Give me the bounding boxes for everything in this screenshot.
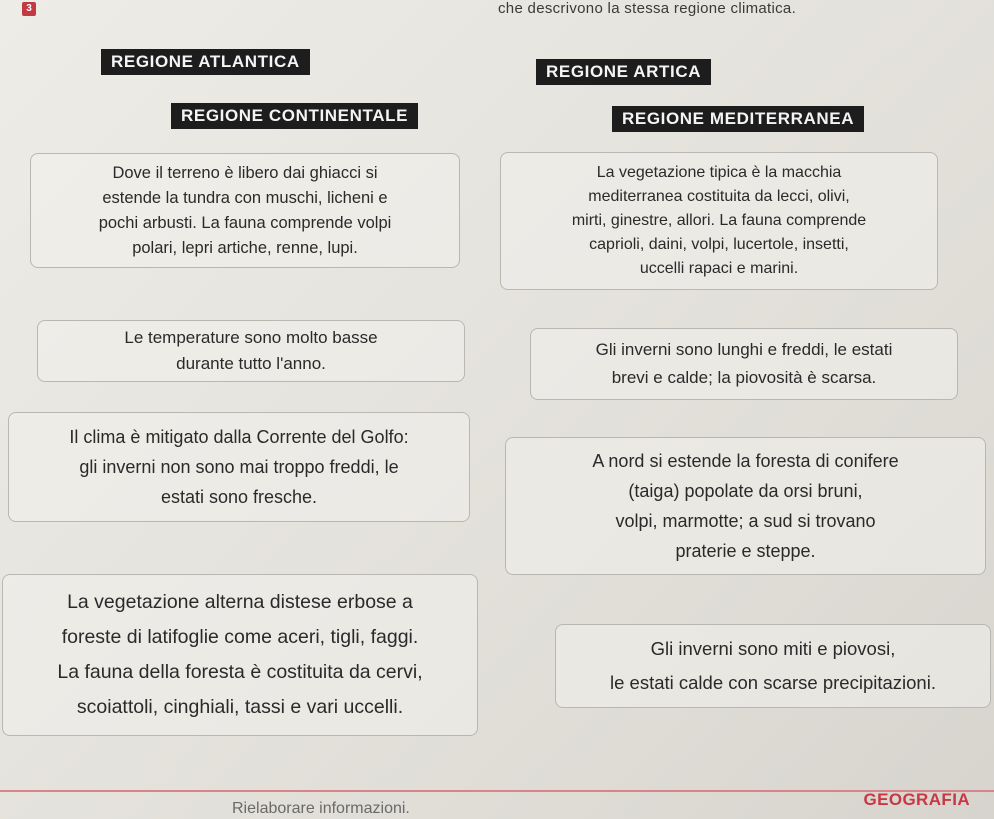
footer-rule (0, 790, 994, 792)
card-line: mediterranea costituita da lecci, olivi, (588, 188, 850, 205)
card-line: le estati calde con scarse precipitazioni. (610, 672, 936, 693)
card-line: caprioli, daini, volpi, lucertole, insetti, (589, 236, 849, 253)
card-line: estende la tundra con muschi, licheni e (102, 188, 388, 207)
card-line: brevi e calde; la piovosità è scarsa. (611, 368, 877, 387)
card-line: durante tutto l'anno. (176, 354, 326, 373)
card-line: uccelli rapaci e marini. (639, 260, 799, 277)
card-line: pochi arbusti. La fauna comprende volpi (98, 213, 392, 232)
card-line: polari, lepri artiche, renne, lupi. (132, 238, 358, 257)
card-inverni-lunghi[interactable] (530, 328, 958, 400)
card-line: (taiga) popolate da orsi bruni, (628, 481, 863, 501)
card-line: praterie e steppe. (675, 541, 816, 561)
label-regione-atlantica[interactable]: REGIONE ATLANTICA (101, 49, 310, 75)
card-line: volpi, marmotte; a sud si trovano (615, 511, 876, 531)
card-line: Gli inverni sono lunghi e freddi, le estati (595, 340, 893, 359)
exercise-instruction: che descrivono la stessa regione climatica. (498, 0, 797, 17)
card-line: Le temperature sono molto basse (124, 328, 378, 347)
subject-label: GEOGRAFIA (863, 790, 970, 809)
card-line: Dove il terreno è libero dai ghiacci si (112, 163, 378, 182)
card-inverni-miti[interactable] (555, 624, 991, 708)
label-regione-artica[interactable]: REGIONE ARTICA (536, 59, 711, 85)
card-line: foreste di latifoglie come aceri, tigli, faggi. (61, 626, 419, 648)
card-line: A nord si estende la foresta di conifere (592, 451, 899, 471)
card-latifoglie[interactable] (2, 574, 478, 736)
card-taiga[interactable] (505, 437, 986, 575)
card-corrente-golfo[interactable] (8, 412, 470, 522)
exercise-header (0, 0, 994, 22)
card-line: gli inverni non sono mai troppo freddi, le (79, 457, 399, 477)
label-regione-continentale[interactable]: REGIONE CONTINENTALE (171, 103, 418, 129)
card-line: Gli inverni sono miti e piovosi, (650, 638, 896, 659)
exercise-number-badge: 3 (22, 2, 36, 16)
card-line: mirti, ginestre, allori. La fauna comprende (571, 212, 867, 229)
card-temperature-basse[interactable] (37, 320, 465, 382)
card-line: estati sono fresche. (160, 487, 318, 507)
card-line: Il clima è mitigato dalla Corrente del Golfo: (69, 427, 409, 447)
label-regione-mediterranea[interactable]: REGIONE MEDITERRANEA (612, 106, 864, 132)
card-line: scoiattoli, cinghiali, tassi e vari uccelli. (76, 696, 404, 718)
card-tundra[interactable] (30, 153, 460, 268)
card-line: La vegetazione alterna distese erbose a (67, 591, 413, 613)
card-line: La fauna della foresta è costituita da cervi, (57, 661, 423, 683)
card-line: La vegetazione tipica è la macchia (596, 164, 842, 181)
card-macchia-mediterranea[interactable] (500, 152, 938, 290)
footer-skill-text: Rielaborare informazioni. (232, 800, 410, 817)
